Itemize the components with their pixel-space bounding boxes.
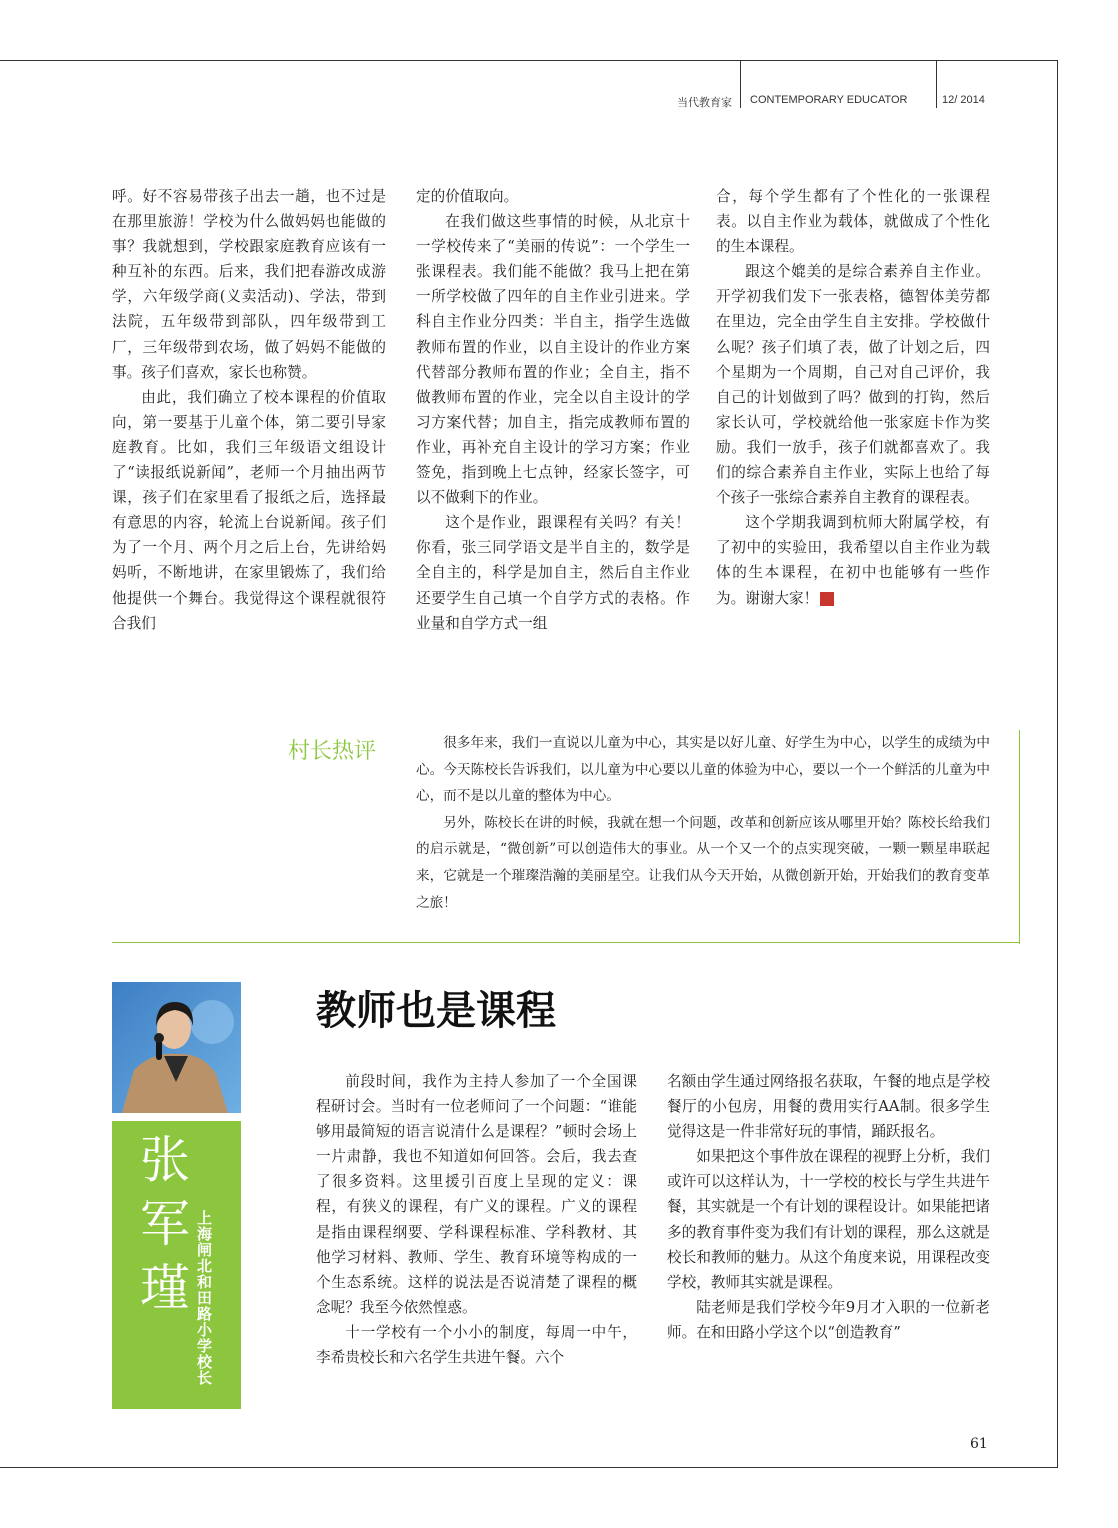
paragraph: 由此，我们确立了校本课程的价值取向，第一要基于儿童个体，第二要引导家庭教育。比如，我们三年级语文组设计了“读报纸说新闻”，老师一个月抽出两节课，孩子们在家里看了报纸之后，选择最有意思的内容，轮流上台说新闻。孩子们为了一个月、两个月之后上台，先讲给妈妈听，不断地讲，在家里锻炼了，我们给他提供一个舞台。我觉得这个课程就很符合我们 — [112, 388, 386, 632]
closing-sentence: 这个学期我调到杭师大附属学校，有了初中的实验田，我希望以自主作业为载体的生本课程，在初中也能够有一些作为。谢谢大家！ — [716, 514, 990, 607]
comment-body — [416, 730, 990, 916]
author-name-char: 瑾 — [140, 1259, 190, 1317]
paragraph: 合，每个学生都有了个性化的一张课程表。以自主作业为载体，就做成了个性化的生本课程。 — [716, 188, 990, 256]
frame-top-rule — [0, 60, 1058, 61]
frame-bottom-rule — [0, 1467, 1058, 1468]
article-title: 教师也是课程 — [316, 988, 556, 1034]
paragraph: 名额由学生通过网络报名获取，午餐的地点是学校餐厅的小包房，用餐的费用实行AA制。很多学生觉得这是一件非常好玩的事情，踊跃报名。 — [667, 1073, 990, 1141]
author-name-char: 军 — [140, 1195, 190, 1253]
comment-label: 村长热评 — [288, 739, 377, 764]
magazine-name-en: CONTEMPORARY EDUCATOR — [750, 94, 908, 106]
article2-column-1 — [316, 1069, 637, 1370]
article-top-column-3 — [716, 184, 990, 611]
issue-number: 12/ 2014 — [942, 94, 985, 106]
paragraph: 呼。好不容易带孩子出去一趟，也不过是在那里旅游！学校为什么做妈妈也能做的事？我就想到，学校跟家庭教育应该有一种互补的东西。后来，我们把春游改成游学，六年级学商(义卖活动)、学法，带到法院，五年级带到部队，四年级带到工厂，三年级带到农场，做了妈妈不能做的事。孩子们喜欢，家长也称赞。 — [112, 188, 386, 381]
article-top-column-2 — [416, 184, 690, 636]
paragraph: 另外，陈校长在讲的时候，我就在想一个问题，改革和创新应该从哪里开始？陈校长给我们的启示就是，“微创新”可以创造伟大的事业。从一个又一个的点实现突破，一颗一颗星串联起来，它就是一个璀璨浩瀚的美丽星空。让我们从今天开始，从微创新开始，开始我们的教育变革之旅！ — [416, 814, 990, 911]
article-top-column-1 — [112, 184, 386, 636]
author-name-char: 张 — [140, 1131, 190, 1189]
paragraph — [716, 510, 990, 610]
end-of-article-mark: 家 — [820, 592, 834, 606]
paragraph: 前段时间，我作为主持人参加了一个全国课程研讨会。当时有一位老师问了一个问题：“谁能够用最简短的语言说清什么是课程？”顿时会场上一片肃静，我也不知道如何回答。会后，我去查了很多资料。这里援引百度上呈现的定义：课程，有狭义的课程，有广义的课程。广义的课程是指由课程纲要、学科课程标准、学科教材、其他学习材料、教师、学生、教育环境等构成的一个生态系统。这样的说法是否说清楚了课程的概念呢？我至今依然惶惑。 — [316, 1073, 637, 1316]
paragraph: 很多年来，我们一直说以儿童为中心，其实是以好儿童、好学生为中心，以学生的成绩为中心。今天陈校长告诉我们，以儿童为中心要以儿童的体验为中心，要以一个一个鲜活的儿童为中心，而不是以儿童的整体为中心。 — [416, 735, 990, 805]
paragraph: 跟这个媲美的是综合素养自主作业。开学初我们发下一张表格，德智体美劳都在里边，完全由学生自主安排。学校做什么呢？孩子们填了表，做了计划之后，四个星期为一个周期，自己对自己评价，我自己的计划做到了吗？做到的打钩，然后家长认可，学校就给他一张家庭卡作为奖励。我们一放手，孩子们就都喜欢了。我们的综合素养自主作业，实际上也给了每个孩子一张综合素养自主教育的课程表。 — [716, 263, 990, 507]
author-affiliation: 上海闸北和田路小学校长 — [195, 1210, 213, 1386]
comment-box-border — [1019, 730, 1020, 944]
header-separator — [740, 60, 741, 108]
comment-box-border — [112, 942, 1020, 943]
paragraph: 这个是作业，跟课程有关吗？有关！你看，张三同学语文是半自主的，数学是全自主的，科学是加自主，然后自主作业还要学生自己填一个自学方式的表格。作业量和自学方式一组 — [416, 514, 690, 632]
magazine-name-cn: 当代教育家 — [677, 97, 732, 109]
paragraph: 如果把这个事件放在课程的视野上分析，我们或许可以这样认为，十一学校的校长与学生共进午餐，其实就是一个有计划的课程设计。如果能把诸多的教育事件变为我们有计划的课程，那么这就是校长和教师的魅力。从这个角度来说，用课程改变学校，教师其实就是课程。 — [667, 1148, 990, 1291]
paragraph: 十一学校有一个小小的制度，每周一中午，李希贵校长和六名学生共进午餐。六个 — [316, 1323, 637, 1367]
author-photo — [112, 982, 241, 1113]
page-number: 61 — [970, 1436, 988, 1452]
frame-right-rule — [1057, 60, 1058, 1468]
paragraph: 陆老师是我们学校今年9月才入职的一位新老师。在和田路小学这个以“创造教育” — [667, 1298, 990, 1341]
header-separator — [936, 60, 937, 108]
paragraph: 在我们做这些事情的时候，从北京十一学校传来了“美丽的传说”：一个学生一张课程表。我们能不能做？我马上把在第一所学校做了四年的自主作业引进来。学科自主作业分四类：半自主，指学生选做教师布置的作业，以自主设计的作业方案代替部分教师布置的作业；全自主，指不做教师布置的作业，完全以自主设计的学习方案代替；加自主，指完成教师布置的作业，再补充自主设计的学习方案；作业签免，指到晚上七点钟，经家长签字，可以不做剩下的作业。 — [416, 213, 690, 507]
article2-column-2 — [667, 1069, 990, 1345]
paragraph: 定的价值取向。 — [416, 188, 519, 205]
